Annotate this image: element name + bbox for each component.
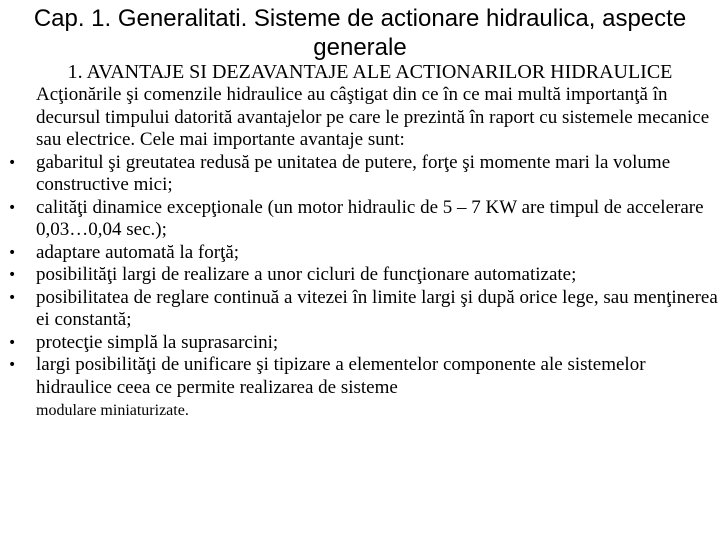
list-item-continuation: modulare miniaturizate. xyxy=(36,402,189,419)
list-item xyxy=(0,152,720,197)
bullet-icon: • xyxy=(8,199,17,216)
list-item-text: gabaritul şi greutatea redusă pe unitatea de putere, forţe şi momente mari la volume constructive mici; xyxy=(36,151,671,195)
list-item xyxy=(0,264,720,287)
bullet-icon: • xyxy=(8,154,17,171)
list-item xyxy=(0,242,720,265)
slide-content xyxy=(0,60,720,422)
list-item xyxy=(0,332,720,355)
list-item-text: posibilităţi largi de realizare a unor cicluri de funcţionare automatizate; xyxy=(36,264,577,285)
bullet-icon: • xyxy=(8,334,17,351)
list-item xyxy=(0,197,720,242)
section-heading: 1. AVANTAJE SI DEZAVANTAJE ALE ACTIONARILOR HIDRAULICE xyxy=(67,61,673,83)
list-item-text: protecţie simplă la suprasarcini; xyxy=(36,331,279,353)
slide-title: Cap. 1. Generalitati. Sisteme de actionare hidraulica, aspecte generale xyxy=(33,5,687,61)
intro-paragraph: Acţionările şi comenzile hidraulice au câştigat din ce în ce mai multă importanţă în decursul timpului datorită avantajelor pe care le prezintă în raport cu sistemele mecanice sau electrice. Cele mai importante avantaje sunt: xyxy=(36,84,710,150)
list-item-text: largi posibilităţi de unificare şi tipizare a elementelor componente ale sistemelor hidraulice ceea ce permite realizarea de sisteme xyxy=(36,354,646,398)
list-item-text: posibilitatea de reglare continuă a vitezei în limite largi şi după orice lege, sau menţinerea ei constantă; xyxy=(36,286,718,330)
list-item xyxy=(0,287,720,332)
list-item-text: adaptare automată la forţă; xyxy=(36,241,240,263)
list-item xyxy=(0,354,720,422)
bullet-icon: • xyxy=(8,289,17,306)
bullet-icon: • xyxy=(8,244,17,261)
bullet-icon: • xyxy=(8,267,17,283)
list-item-text: calităţi dinamice excepţionale (un motor hidraulic de 5 – 7 KW are timpul de accelerare 0,03…0,04 sec.); xyxy=(36,196,704,240)
bullet-icon: • xyxy=(8,357,17,373)
advantages-list xyxy=(0,152,720,422)
